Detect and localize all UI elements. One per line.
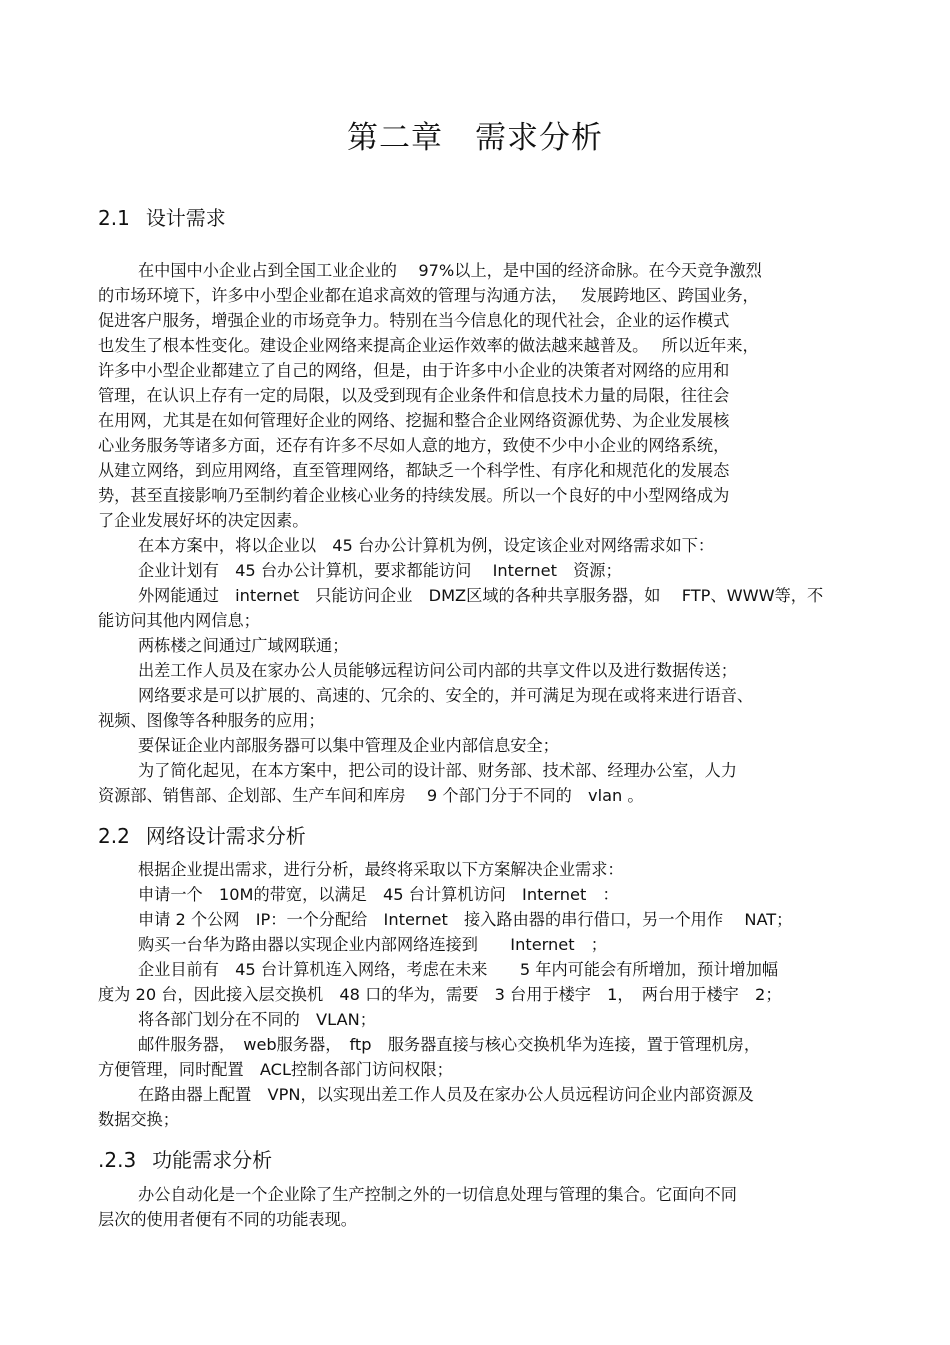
paragraph-line: 方便管理，同时配置 ACL控制各部门访问权限； [98,1060,453,1079]
section-title: 功能需求分析 [152,1148,273,1172]
paragraph-line: 了企业发展好坏的决定因素。 [98,511,309,530]
paragraph-line: 从建立网络，到应用网络，直至管理网络，都缺乏一个科学性、有序化和规范化的发展态 [98,461,730,480]
paragraph-line: 能访问其他内网信息； [98,611,260,630]
section-heading-2-1 [98,202,226,231]
paragraph-line: 的市场环境下，许多中小型企业都在追求高效的管理与沟通方法， 发展跨地区、跨国业务， [98,286,759,305]
section-number: .2.3 [98,1148,137,1172]
paragraph-line: 层次的使用者便有不同的功能表现。 [98,1210,357,1229]
paragraph-line: 企业目前有 45 台计算机连入网络，考虑在未来 5 年内可能会有所增加，预计增加幅 [138,960,779,979]
paragraph-line: 外网能通过 internet 只能访问企业 DMZ区域的各种共享服务器，如 FTP、WWW等，不 [138,586,824,605]
paragraph-line: 根据企业提出需求，进行分析，最终将采取以下方案解决企业需求： [138,860,624,879]
paragraph-line: 在路由器上配置 VPN，以实现出差工作人员及在家办公人员远程访问企业内部资源及 [138,1085,754,1104]
paragraph-line: 数据交换； [98,1110,179,1129]
section-title: 网络设计需求分析 [145,824,306,848]
paragraph-line: 办公自动化是一个企业除了生产控制之外的一切信息处理与管理的集合。它面向不同 [138,1185,737,1204]
paragraph-line: 网络要求是可以扩展的、高速的、冗余的、安全的，并可满足为现在或将来进行语音、 [138,686,754,705]
section-title: 设计需求 [145,206,226,230]
paragraph-line: 促进客户服务，增强企业的市场竞争力。特别在当今信息化的现代社会，企业的运作模式 [98,311,730,330]
paragraph-line: 邮件服务器， web服务器， ftp 服务器直接与核心交换机华为连接，置于管理机房， [138,1035,761,1054]
section-number: 2.2 [98,824,130,848]
paragraph-line: 管理，在认识上存有一定的局限，以及受到现有企业条件和信息技术力量的局限，往往会 [98,386,730,405]
paragraph-line: 将各部门划分在不同的 VLAN； [138,1010,376,1029]
paragraph-line: 在本方案中，将以企业以 45 台办公计算机为例，设定该企业对网络需求如下： [138,536,715,555]
paragraph-line: 购买一台华为路由器以实现企业内部网络连接到 Internet ； [138,935,607,954]
paragraph-line: 出差工作人员及在家办公人员能够远程访问公司内部的共享文件以及进行数据传送； [138,661,737,680]
paragraph-line: 心业务服务等诸多方面，还存有许多不尽如人意的地方，致使不少中小企业的网络系统， [98,436,730,455]
paragraph-line: 申请 2 个公网 IP：一个分配给 Internet 接入路由器的串行借口，另一个用作 NAT； [138,910,793,929]
chapter-title: 第二章 需求分析 [347,120,603,156]
paragraph-line: 势，甚至直接影响乃至制约着企业核心业务的持续发展。所以一个良好的中小型网络成为 [98,486,730,505]
paragraph-line: 在中国中小企业占到全国工业企业的 97%以上，是中国的经济命脉。在今天竞争激烈 [138,261,762,280]
section-number: 2.1 [98,206,130,230]
paragraph-line: 在用网，尤其是在如何管理好企业的网络、挖掘和整合企业网络资源优势、为企业发展核 [98,411,730,430]
paragraph-line: 度为 20 台，因此接入层交换机 48 口的华为，需要 3 台用于楼宇 1， 两台用于楼宇 2； [98,985,782,1004]
paragraph-line: 许多中小型企业都建立了自己的网络，但是，由于许多中小企业的决策者对网络的应用和 [98,361,730,380]
paragraph-line: 资源部、销售部、企划部、生产车间和库房 9 个部门分于不同的 vlan 。 [98,786,644,805]
paragraph-line: 也发生了根本性变化。建设企业网络来提高企业运作效率的做法越来越普及。 所以近年来， [98,336,759,355]
section-heading-2-3 [98,1144,272,1173]
paragraph-line: 视频、图像等各种服务的应用； [98,711,325,730]
paragraph-line: 申请一个 10M的带宽，以满足 45 台计算机访问 Internet ： [138,885,619,904]
section-heading-2-2 [98,820,306,849]
paragraph-line: 两栋楼之间通过广域网联通； [138,636,349,655]
paragraph-line: 要保证企业内部服务器可以集中管理及企业内部信息安全； [138,736,559,755]
paragraph-line: 企业计划有 45 台办公计算机，要求都能访问 Internet 资源； [138,561,622,580]
paragraph-line: 为了简化起见，在本方案中，把公司的设计部、财务部、技术部、经理办公室，人力 [138,761,737,780]
